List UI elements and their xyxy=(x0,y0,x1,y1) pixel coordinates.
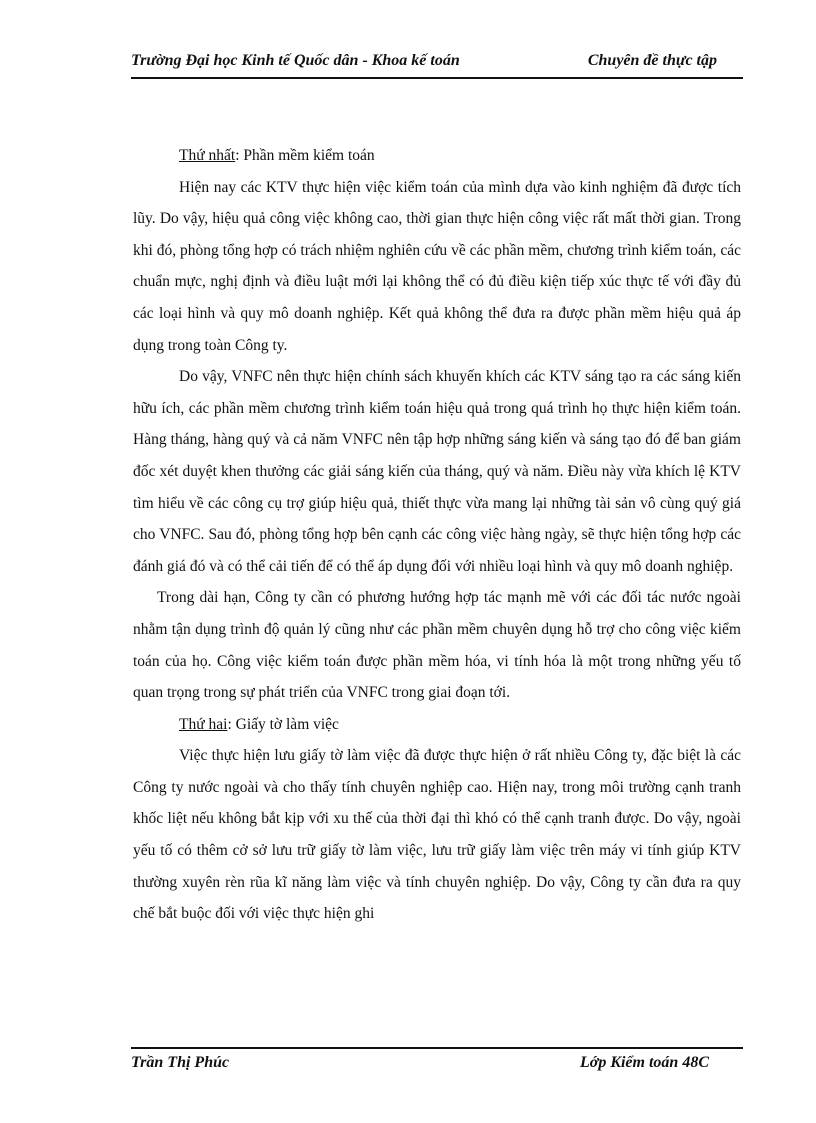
heading-second-text: : Giấy tờ làm việc xyxy=(227,715,339,733)
heading-first-label: Thứ nhất xyxy=(179,147,236,164)
paragraph-3: Trong dài hạn, Công ty cần có phương hướng hợp tác mạnh mẽ với các đối tác nước ngoài nhằm tận dụng trình độ quản lý cũng như các phần mềm chuyên dụng hỗ trợ cho công việc kiểm toán của họ. Công việc kiểm toán được phần mềm hóa, vi tính hóa là một trong những yếu tố quan trọng trong sự phát triển của VNFC trong giai đoạn tới. xyxy=(133,589,741,702)
heading-first xyxy=(133,140,741,172)
header-school: Trường Đại học Kinh tế Quốc dân - Khoa kế toán xyxy=(131,52,460,69)
footer-author: Trần Thị Phúc xyxy=(131,1054,230,1071)
document-body xyxy=(133,140,741,930)
page-header xyxy=(131,52,743,78)
page-footer xyxy=(131,1047,743,1077)
footer-class: Lớp Kiểm toán 48C xyxy=(579,1054,709,1071)
footer-rule xyxy=(131,1047,743,1049)
header-title: Chuyên đề thực tập xyxy=(587,52,717,69)
paragraph-4: Việc thực hiện lưu giấy tờ làm việc đã được thực hiện ở rất nhiều Công ty, đặc biệt là các Công ty nước ngoài và cho thấy tính chuyên nghiệp cao. Hiện nay, trong môi trường cạnh tranh khốc liệt nếu không bắt kịp với xu thế của thời đại thì khó có thể cạnh tranh được. Do vậy, ngoài yếu tố có thêm cở sở lưu trữ giấy tờ làm việc, lưu trữ giấy làm việc trên máy vi tính giúp KTV thường xuyên rèn rũa kĩ năng làm việc và tính chuyên nghiệp. Do vậy, Công ty cần đưa ra quy chế bắt buộc đối với việc thực hiện ghi xyxy=(133,747,741,923)
paragraph-1: Hiện nay các KTV thực hiện việc kiểm toán của mình dựa vào kinh nghiệm đã được tích lũy. Do vậy, hiệu quả công việc không cao, thời gian thực hiện công việc rất mất thời gian. Trong khi đó, phòng tổng hợp có trách nhiệm nghiên cứu về các phần mềm, chương trình kiểm toán, các chuẩn mực, nghị định và điều luật mới lại không thể có đủ điều kiện tiếp xúc thực tế với đầy đủ các loại hình và quy mô doanh nghiệp. Kết quả không thể đưa ra được phần mềm hiệu quả áp dụng trong toàn Công ty. xyxy=(133,178,741,354)
header-rule xyxy=(131,77,743,79)
paragraph-2: Do vậy, VNFC nên thực hiện chính sách khuyến khích các KTV sáng tạo ra các sáng kiến hữu ích, các phần mềm chương trình kiểm toán hiệu quả trong quá trình họ thực hiện kiểm toán. Hàng tháng, hàng quý và cả năm VNFC nên tập hợp những sáng kiến và sáng tạo đó để ban giám đốc xét duyệt khen thưởng các giải sáng kiến của tháng, quý và năm. Điều này vừa khích lệ KTV tìm hiểu về các công cụ trợ giúp hiệu quả, thiết thực vừa mang lại những tài sản vô cùng quý giá cho VNFC. Sau đó, phòng tổng hợp bên cạnh các công việc hàng ngày, sẽ thực hiện tổng hợp các đánh giá đó và có thể cải tiến để có thể áp dụng đối với nhiều loại hình và quy mô doanh nghiệp. xyxy=(133,368,741,575)
heading-first-text: : Phần mềm kiểm toán xyxy=(235,147,375,164)
heading-second-label: Thứ hai xyxy=(179,715,228,733)
heading-second xyxy=(133,709,741,741)
